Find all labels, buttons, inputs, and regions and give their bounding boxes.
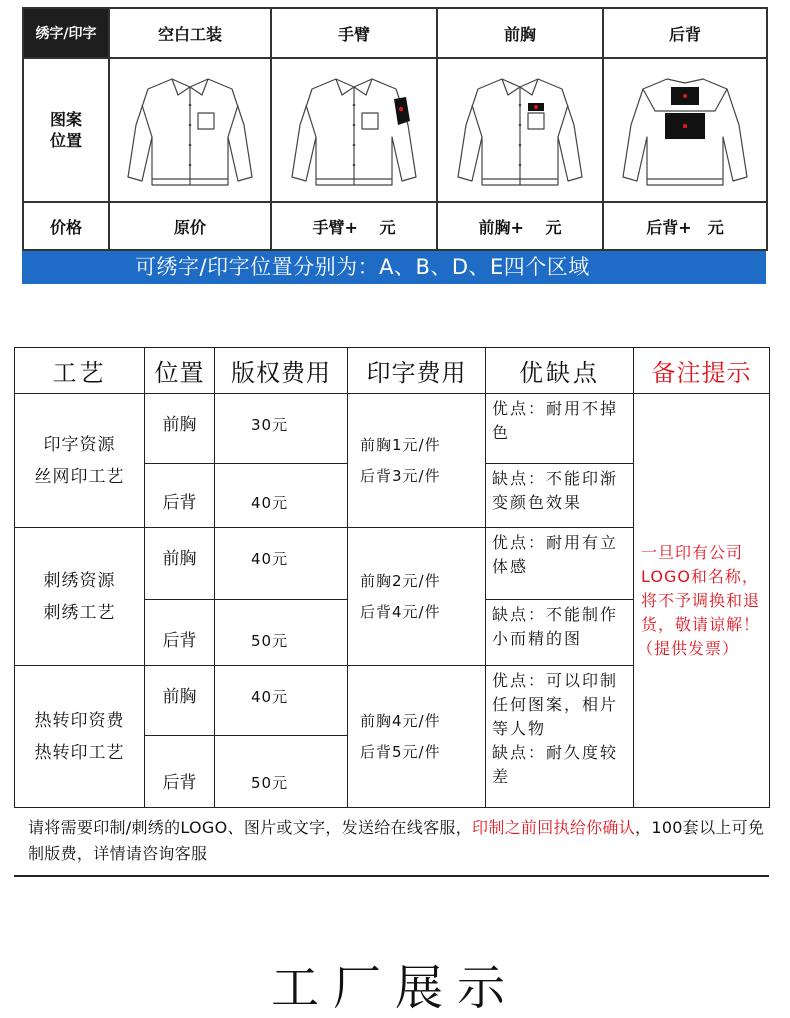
shirt-back <box>603 58 767 202</box>
plate-fee-front: 40元 <box>215 666 348 736</box>
plate-fee-back: 50元 <box>215 600 348 666</box>
col-chest: 前胸 <box>437 8 603 58</box>
position-front: 前胸 <box>145 394 215 464</box>
col-blank: 空白工装 <box>109 8 271 58</box>
craft-line2: 热转印工艺 <box>34 742 125 763</box>
footer-text-highlight-a: 印制之前回执给你确认 <box>472 818 636 837</box>
print-fee-cell <box>348 394 486 528</box>
print-fee-cell <box>348 528 486 666</box>
placement-table <box>22 7 768 251</box>
shirt-arm-icon <box>284 65 424 195</box>
header-craft: 工艺 <box>15 348 145 394</box>
factory-title: 工厂展示 <box>270 960 519 1016</box>
cons-text: 缺点：不能制作小而精的图 <box>486 600 634 666</box>
position-back: 后背 <box>145 736 215 808</box>
arm-patch <box>394 97 410 125</box>
print-fee-back: 后背4元/件 <box>360 602 441 621</box>
notes-invoice: （提供发票） <box>637 638 740 658</box>
footer-instructions <box>14 808 769 877</box>
footer-text-c: ，100套以上可免制版费，详情请咨询客服 <box>28 818 765 863</box>
pros-text: 优点：耐用不掉色 <box>486 394 634 464</box>
corner-cell: 绣字/印字 <box>23 8 109 58</box>
craft-screen-print <box>15 394 145 528</box>
notes-main: 一旦印有公司LOGO和名称，将不予调换和退货，敬请谅解！ <box>641 542 761 634</box>
shirt-chest <box>437 58 603 202</box>
arm-marker <box>399 107 403 111</box>
col-arm: 手臂 <box>271 8 437 58</box>
print-fee-back: 后背3元/件 <box>360 466 441 485</box>
price-arm: 手臂+ 元 <box>271 202 437 250</box>
plate-fee-front: 30元 <box>215 394 348 464</box>
craft-line2: 刺绣工艺 <box>43 602 116 623</box>
shirt-chest-icon <box>450 65 590 195</box>
pros-cons-cell <box>486 666 634 808</box>
image-label <box>23 58 109 202</box>
cons-text: 缺点：耐久度较差 <box>492 743 619 786</box>
craft-line1: 刺绣资源 <box>43 570 116 591</box>
craft-line1: 印字资源 <box>43 434 116 455</box>
craft-line1: 热转印资费 <box>34 710 125 731</box>
print-fee-back: 后背5元/件 <box>360 742 441 761</box>
header-plate-fee: 版权费用 <box>215 348 348 394</box>
shirt-front-icon <box>120 65 260 195</box>
position-front: 前胸 <box>145 528 215 600</box>
craft-line2: 丝网印工艺 <box>34 466 125 487</box>
header-pros-cons: 优缺点 <box>486 348 634 394</box>
pros-text: 优点：可以印制任何图案，相片等人物 <box>492 671 619 738</box>
plate-fee-back: 40元 <box>215 464 348 528</box>
print-fee-front: 前胸1元/件 <box>360 435 441 454</box>
notes-cell <box>634 394 770 808</box>
plate-fee-back: 50元 <box>215 736 348 808</box>
placement-section <box>22 7 766 284</box>
craft-embroidery <box>15 528 145 666</box>
header-position: 位置 <box>145 348 215 394</box>
position-back: 后背 <box>145 600 215 666</box>
price-chest: 前胸+ 元 <box>437 202 603 250</box>
footer-text-a: 请将需要印制/刺绣的LOGO、图片或文字，发送给在线客服， <box>28 818 473 837</box>
craft-heat-transfer <box>15 666 145 808</box>
image-label-line1: 图案 <box>49 110 82 129</box>
pros-text: 优点：耐用有立体感 <box>486 528 634 600</box>
process-section <box>14 347 769 877</box>
header-notes: 备注提示 <box>634 348 770 394</box>
process-table <box>14 347 770 808</box>
col-back: 后背 <box>603 8 767 58</box>
shirt-blank <box>109 58 271 202</box>
chest-marker <box>534 105 538 109</box>
price-label: 价格 <box>23 202 109 250</box>
area-banner: 可绣字/印字位置分别为：A、B、D、E四个区域 <box>22 251 766 284</box>
plate-fee-front: 40元 <box>215 528 348 600</box>
cons-text: 缺点：不能印渐变颜色效果 <box>486 464 634 528</box>
back-lower-marker <box>683 124 687 128</box>
print-fee-front: 前胸4元/件 <box>360 711 441 730</box>
shirt-arm <box>271 58 437 202</box>
header-print-fee: 印字费用 <box>348 348 486 394</box>
image-label-line2: 位置 <box>49 131 82 150</box>
position-back: 后背 <box>145 464 215 528</box>
price-back: 后背+ 元 <box>603 202 767 250</box>
print-fee-front: 前胸2元/件 <box>360 571 441 590</box>
print-fee-cell <box>348 666 486 808</box>
shirt-back-icon <box>615 65 755 195</box>
price-blank: 原价 <box>109 202 271 250</box>
position-front: 前胸 <box>145 666 215 736</box>
back-upper-marker <box>683 94 687 98</box>
